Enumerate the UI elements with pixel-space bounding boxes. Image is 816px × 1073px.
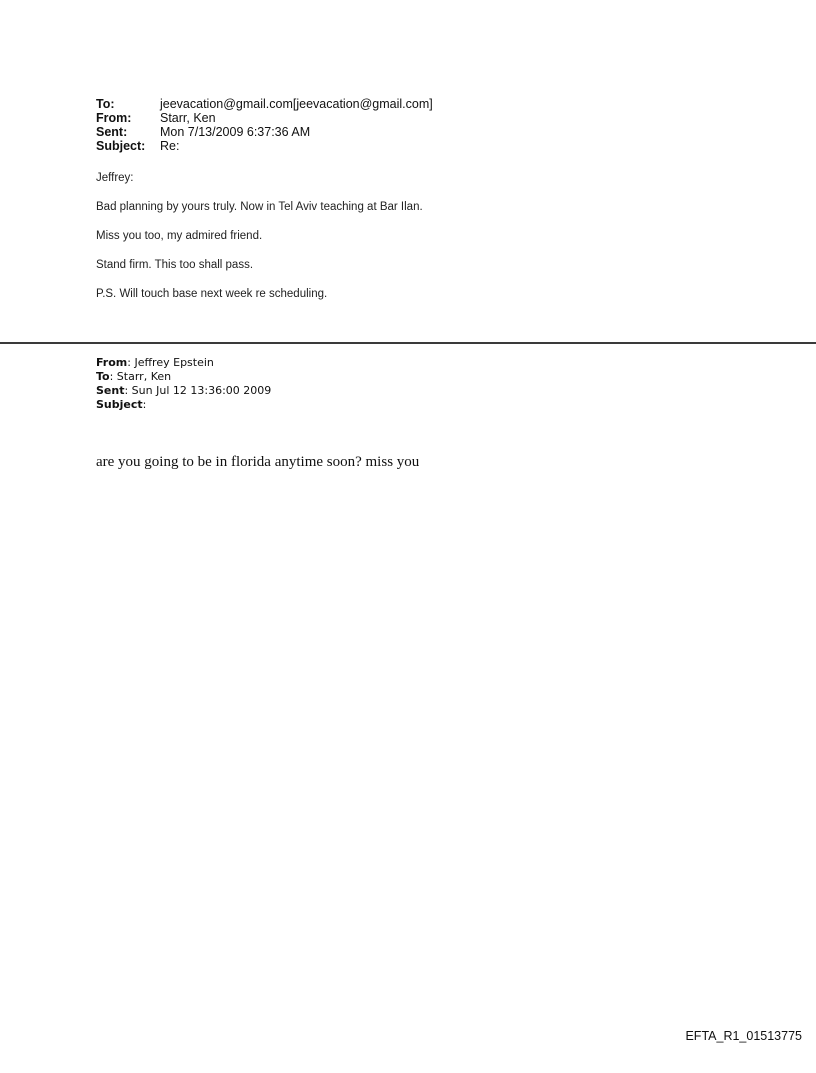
body-paragraph: Stand firm. This too shall pass. [96, 259, 254, 271]
quoted-message: are you going to be in florida anytime soon? miss you [96, 454, 420, 470]
body-paragraph: Miss you too, my admired friend. [96, 230, 263, 242]
document-id: EFTA_R1_01513775 [685, 1029, 802, 1043]
quoted-subject-row [96, 398, 271, 412]
quoted-from-value: : Jeffrey Epstein [127, 356, 214, 369]
quoted-to-label: To [96, 370, 110, 383]
to-label: To: [96, 97, 115, 111]
sent-row [96, 125, 433, 139]
subject-value: Re: [160, 139, 180, 153]
message-divider [0, 342, 816, 344]
quoted-to-row [96, 370, 271, 384]
quoted-from-row [96, 356, 271, 370]
postscript: P.S. Will touch base next week re scheduling. [96, 288, 328, 300]
subject-label: Subject: [96, 139, 146, 153]
quoted-from-label: From [96, 356, 128, 369]
quoted-sent-value: : Sun Jul 12 13:36:00 2009 [124, 384, 272, 397]
quoted-header [96, 356, 271, 412]
from-label: From: [96, 111, 132, 125]
email-header [96, 97, 433, 153]
quoted-sent-row [96, 384, 271, 398]
to-value: jeevacation@gmail.com[jeevacation@gmail.com] [160, 97, 433, 111]
greeting: Jeffrey: [96, 172, 134, 184]
from-value: Starr, Ken [160, 111, 216, 125]
email-body [96, 171, 423, 316]
to-row [96, 97, 433, 111]
quoted-subject-value: : [142, 398, 147, 411]
sent-value: Mon 7/13/2009 6:37:36 AM [160, 125, 311, 139]
sent-label: Sent: [96, 125, 128, 139]
from-row [96, 111, 433, 125]
quoted-to-value: : Starr, Ken [109, 370, 172, 383]
quoted-subject-label: Subject [96, 398, 143, 411]
body-paragraph: Bad planning by yours truly. Now in Tel Aviv teaching at Bar Ilan. [96, 201, 423, 213]
quoted-sent-label: Sent [96, 384, 125, 397]
subject-row [96, 139, 433, 153]
